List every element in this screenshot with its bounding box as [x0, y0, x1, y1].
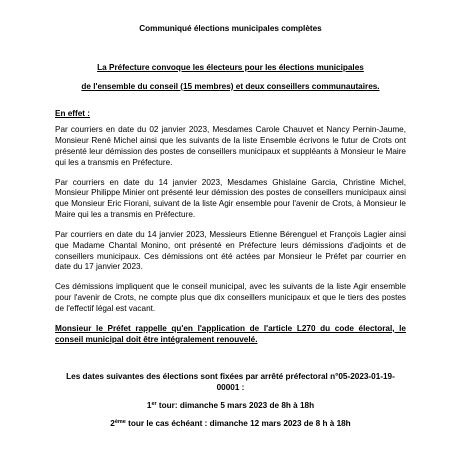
paragraph-4: Ces démissions impliquent que le conseil municipal, avec les suivants de la liste Agir ensemble pour l'avenir de Crots, ne compte plus que dix conseillers municipaux et que le tiers des postes de l'effectif légal est vacant. [55, 282, 406, 313]
paragraph-1: Par courriers en date du 02 janvier 2023, Mesdames Carole Chauvet et Nancy Pernin-Jaume, Monsieur René Michel ainsi que les suivants de la liste Ensemble écrivons le futur de Crots ont présenté leur démission des postes de conseillers municipaux et suppléants à Monsieur le Maire qui les a transmis en Préfecture. [55, 125, 406, 167]
dates-intro: Les dates suivantes des élections sont fixées par arrêté préfectoral n°05-2023-01-19-00001 : [66, 372, 395, 393]
paragraph-3: Par courriers en date du 14 janvier 2023, Messieurs Etienne Bérenguel et François Lagier ainsi que Madame Chantal Monino, ont présenté en Préfecture leurs démissions d'adjoints et de conseillers municipaux. Ces démissions ont été actées par Monsieur le Préfet par courrier en date du 17 janvier 2023. [55, 229, 406, 272]
first-round-text: tour: dimanche 5 mars 2023 de 8h à 18h [156, 401, 315, 411]
second-round-suffix: ème [114, 418, 126, 425]
prefet-reminder: Monsieur le Préfet rappelle qu'en l'application de l'article L270 du code électoral, le conseil municipal doit être intégralement renouvelé. [55, 323, 406, 344]
subtitle-line-1: La Préfecture convoque les électeurs pour les élections municipales [97, 62, 364, 72]
subtitle-line-2: de l'ensemble du conseil (15 membres) et deux conseillers communautaires. [81, 81, 380, 91]
second-round-text: tour le cas échéant : dimanche 12 mars 2023 de 8 h à 18h [125, 418, 351, 428]
document-title: Communiqué élections municipales complètes [139, 24, 322, 33]
first-round-suffix: er [151, 401, 157, 408]
first-round-number: 1 [146, 401, 152, 411]
first-round [55, 401, 406, 412]
second-round-number: 2 [110, 418, 115, 428]
section-heading-en-effet: En effet : [55, 109, 91, 119]
second-round [55, 419, 406, 430]
paragraph-2: Par courriers en date du 14 janvier 2023, Mesdames Ghislaine Garcia, Christine Michel, Monsieur Philippe Minier ont présenté leur démission des postes de conseillers municipaux ainsi que Monsieur Eric Fiorani, suivant de la liste Agir ensemble pour l'avenir de Crots, à Monsieur le Maire qui les a transmis en Préfecture. [55, 177, 406, 220]
